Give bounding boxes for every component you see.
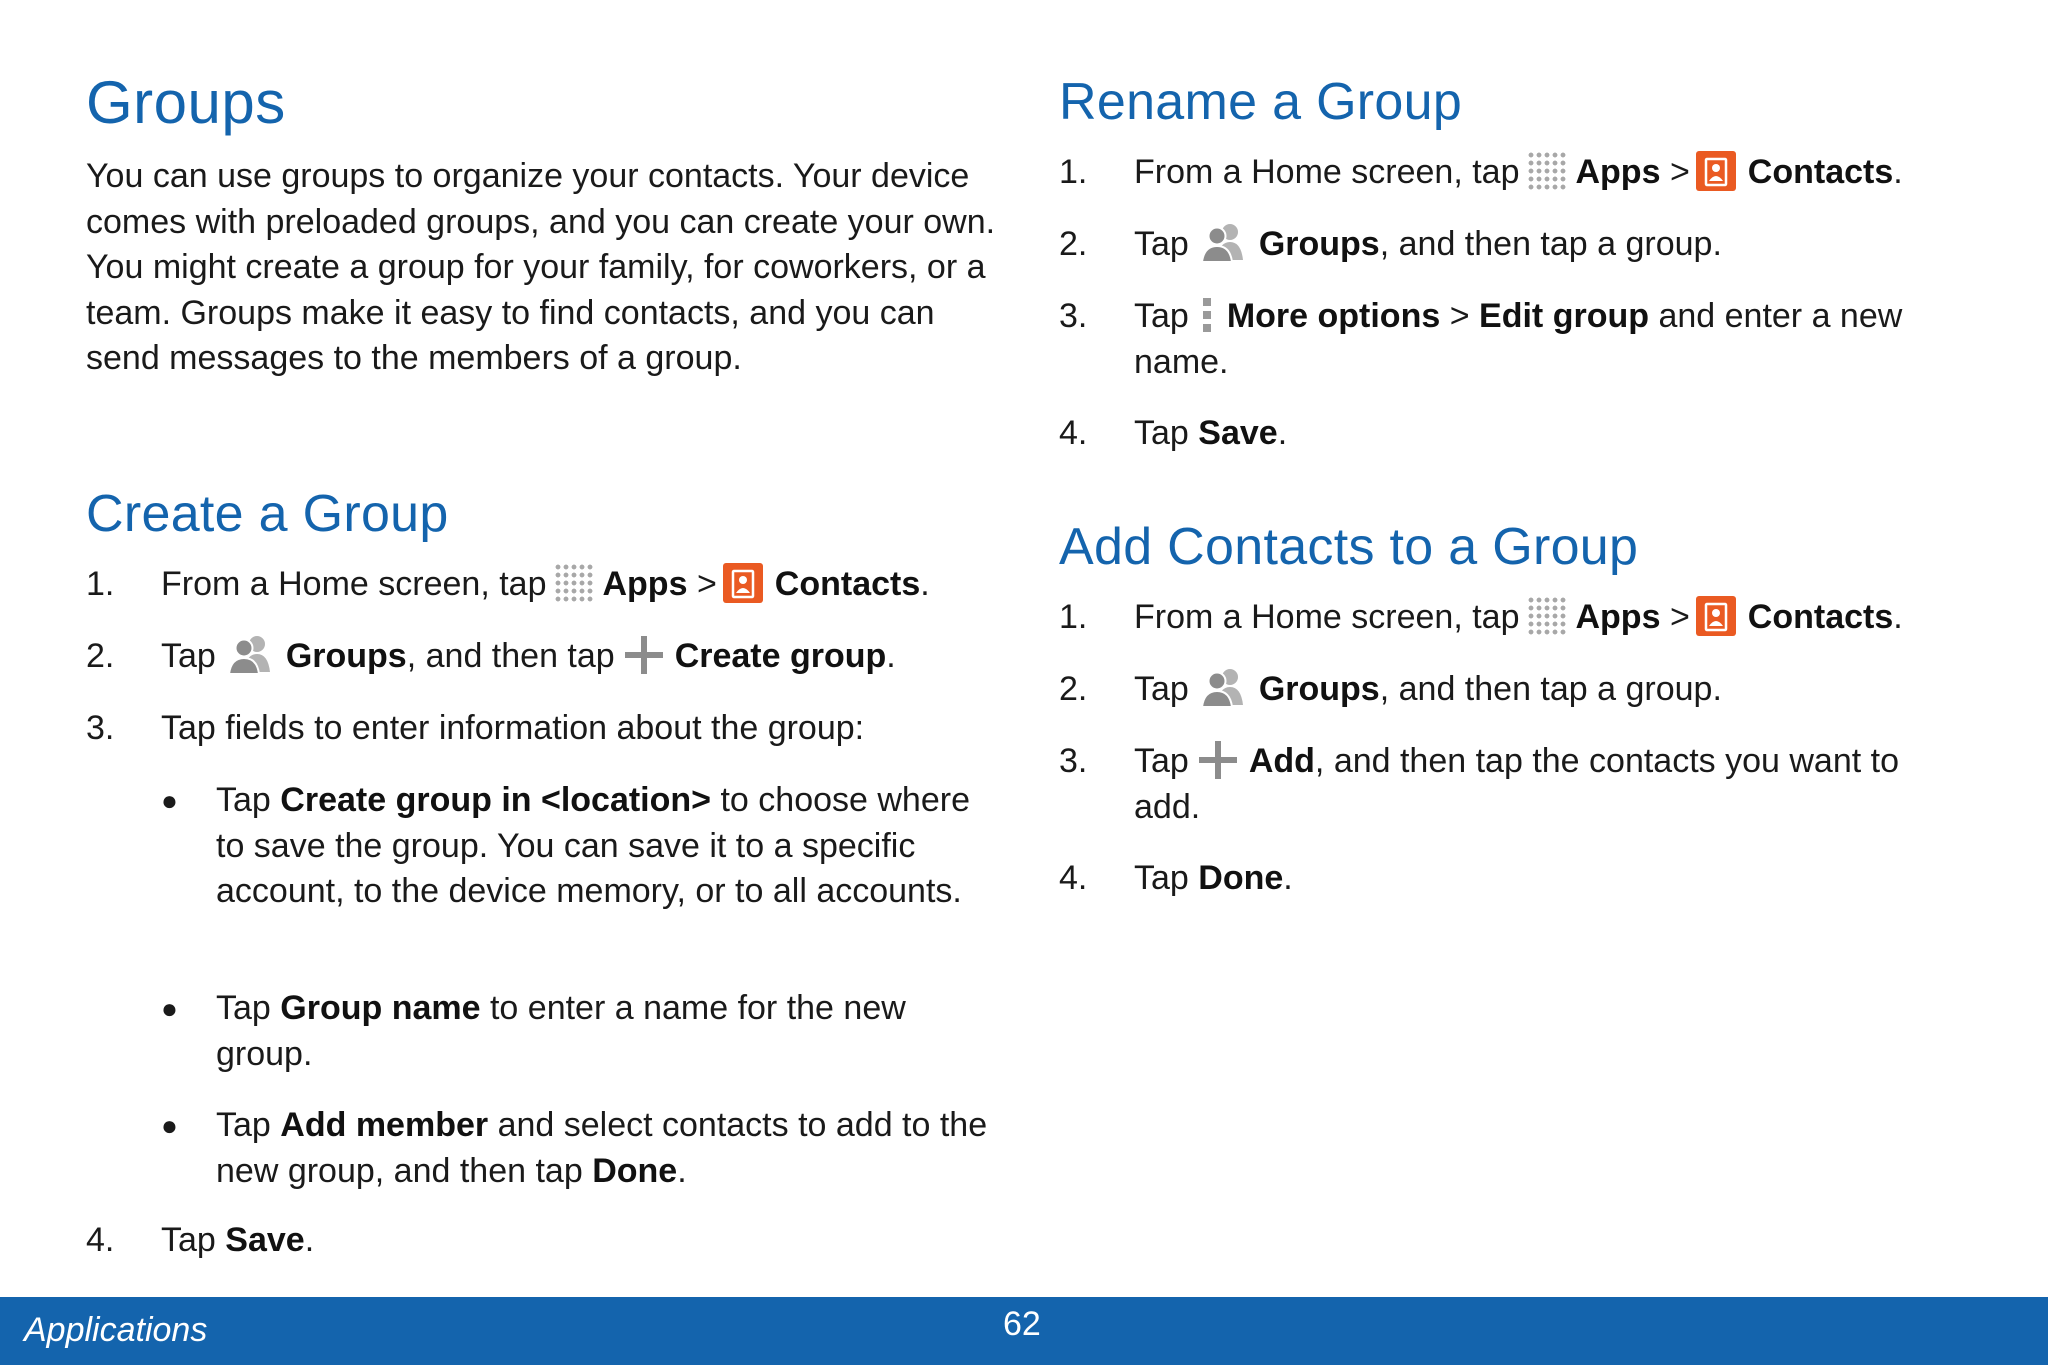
- done-label: Done: [592, 1151, 678, 1190]
- groups-icon: [224, 632, 276, 676]
- contacts-label: Contacts: [1747, 153, 1894, 191]
- bullet-pre: Tap: [216, 989, 271, 1027]
- step-text-pre: Tap: [161, 637, 216, 675]
- step-number: 2.: [1059, 670, 1088, 708]
- bullet-post: and select contacts to add to the new group, and then tap: [216, 1106, 988, 1190]
- step-text-pre: From a Home screen, tap: [1134, 153, 1520, 191]
- step-text: [1134, 294, 1934, 385]
- punct: .: [1283, 859, 1293, 897]
- punct: .: [886, 637, 896, 675]
- punct: .: [1277, 414, 1288, 452]
- step-text-pre: Tap: [1134, 742, 1189, 780]
- plus-icon: [1197, 739, 1239, 781]
- apps-label: Apps: [1575, 598, 1661, 636]
- step-number: 3.: [1059, 742, 1088, 780]
- footer-section-title: Applications: [24, 1311, 208, 1349]
- step-text-pre: From a Home screen, tap: [1134, 598, 1520, 636]
- apps-label: Apps: [1575, 153, 1661, 191]
- step-text-pre: Tap: [1134, 297, 1189, 335]
- groups-icon: [1197, 665, 1249, 709]
- groups-icon: [1197, 220, 1249, 264]
- punct: .: [1893, 153, 1903, 191]
- bullet-bold: Group name: [280, 989, 481, 1027]
- punct: .: [920, 565, 930, 603]
- step-text: [1134, 856, 1293, 902]
- bullet-bold: Create group in <location>: [280, 781, 712, 819]
- plus-icon: [623, 634, 665, 676]
- step-number: 4.: [1059, 859, 1088, 897]
- apps-icon: [1527, 596, 1567, 636]
- step-text: Tap fields to enter information about the group:: [161, 709, 865, 747]
- step-text: [1134, 595, 1903, 641]
- bullet-post: to choose where to save the group. You can save it to a specific account, to the device memory, or to all accounts.: [216, 781, 970, 910]
- step-number: 1.: [1059, 153, 1088, 191]
- intro-paragraph: You can use groups to organize your contacts. Your device comes with preloaded groups, and you can create your own. You might create a group for your family, for coworkers, or a team. Groups make it easy to find contacts, and you can send messages to the members of a group.: [86, 157, 996, 377]
- step-number: 1.: [1059, 598, 1088, 636]
- step-text: [1134, 222, 1722, 268]
- bullet-text: [216, 778, 996, 915]
- bullet-post: to enter a name for the new group.: [216, 989, 906, 1073]
- step-text-pre: Tap: [1134, 859, 1189, 897]
- step-text: [1134, 667, 1722, 713]
- apps-icon: [1527, 151, 1567, 191]
- section-title-add-contacts: Add Contacts to a Group: [1059, 518, 1639, 576]
- step-text: [161, 634, 896, 680]
- bullet-pre: Tap: [216, 1106, 271, 1144]
- separator: >: [1449, 297, 1470, 335]
- punct: .: [304, 1221, 315, 1259]
- footer-bar: [0, 1297, 2048, 1365]
- create-group-label: Create group: [674, 637, 887, 675]
- bullet-dot: ●: [161, 785, 178, 816]
- step-text-post: , and then tap a group.: [1379, 225, 1722, 263]
- punct: .: [1893, 598, 1903, 636]
- step-text-post: , and then tap a group.: [1379, 670, 1722, 708]
- section-title-create-group: Create a Group: [86, 485, 449, 543]
- page-title: Groups: [86, 69, 286, 136]
- bullet-pre: Tap: [216, 781, 271, 819]
- save-label: Save: [1198, 414, 1278, 452]
- groups-label: Groups: [1258, 670, 1380, 708]
- step-text: [1134, 411, 1287, 457]
- step-text-pre: Tap: [1134, 225, 1189, 263]
- apps-label: Apps: [602, 565, 688, 603]
- done-label: Done: [1198, 859, 1284, 897]
- contacts-label: Contacts: [774, 565, 921, 603]
- step-text-post: and enter a new name.: [1134, 297, 1903, 381]
- bullet-dot: ●: [161, 993, 178, 1024]
- punct: .: [677, 1151, 687, 1190]
- contacts-icon: [1696, 151, 1736, 191]
- groups-label: Groups: [285, 637, 407, 675]
- contacts-icon: [723, 563, 763, 603]
- step-number: 1.: [86, 565, 115, 603]
- separator: >: [1669, 598, 1690, 636]
- bullet-bold: Add member: [280, 1106, 489, 1144]
- save-label: Save: [225, 1221, 305, 1259]
- step-number: 4.: [86, 1221, 115, 1259]
- step-text: [161, 1218, 314, 1264]
- separator: >: [1669, 153, 1690, 191]
- step-number: 4.: [1059, 414, 1088, 452]
- step-text-pre: Tap: [161, 1221, 216, 1259]
- more-options-icon: [1201, 296, 1213, 334]
- groups-label: Groups: [1258, 225, 1380, 263]
- step-text-mid: , and then tap: [406, 637, 615, 675]
- step-text-pre: From a Home screen, tap: [161, 565, 547, 603]
- page-number: 62: [1003, 1305, 1041, 1343]
- step-text: [1134, 739, 1954, 830]
- step-number: 2.: [1059, 225, 1088, 263]
- separator: >: [696, 565, 717, 603]
- bullet-dot: ●: [161, 1110, 178, 1141]
- more-options-label: More options: [1226, 297, 1441, 335]
- edit-group-label: Edit group: [1479, 297, 1649, 335]
- contacts-label: Contacts: [1747, 598, 1894, 636]
- section-title-rename-group: Rename a Group: [1059, 73, 1463, 131]
- step-text-post: , and then tap the contacts you want to add.: [1134, 742, 1899, 826]
- step-number: 2.: [86, 637, 115, 675]
- add-label: Add: [1248, 742, 1315, 780]
- step-number: 3.: [1059, 297, 1088, 335]
- apps-icon: [554, 563, 594, 603]
- step-number: 3.: [86, 709, 115, 747]
- step-text-pre: Tap: [1134, 670, 1189, 708]
- step-text-pre: Tap: [1134, 414, 1189, 452]
- bullet-text: [216, 986, 996, 1077]
- step-text: [1134, 150, 1903, 196]
- contacts-icon: [1696, 596, 1736, 636]
- step-text: [161, 562, 930, 608]
- bullet-text: [216, 1103, 996, 1194]
